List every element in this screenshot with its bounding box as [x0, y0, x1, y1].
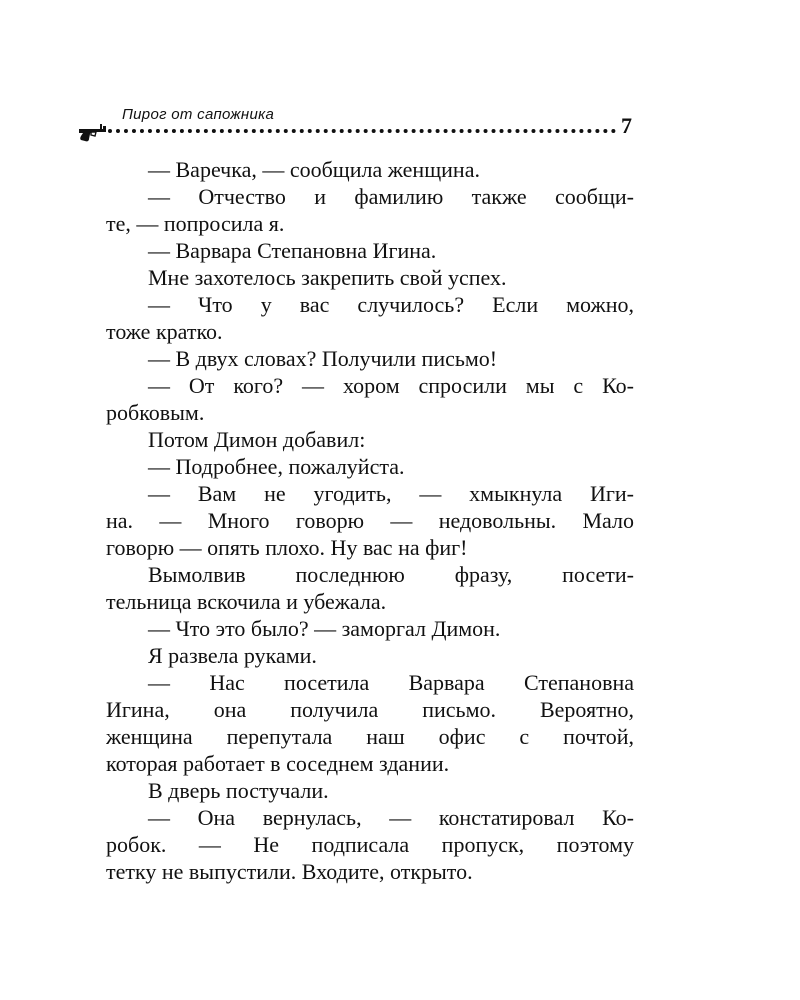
- page-header: [78, 104, 638, 144]
- text-line: — Она вернулась, — констатировал Ко-: [148, 805, 634, 830]
- text-line: говорю — опять плохо. Ну вас на фиг!: [106, 535, 468, 560]
- text-line: тоже кратко.: [106, 319, 223, 344]
- text-line: — Что у вас случилось? Если можно,: [148, 292, 634, 317]
- text-line: В дверь постучали.: [148, 778, 329, 803]
- page-number: 7: [621, 113, 632, 138]
- text-line: — В двух словах? Получили письмо!: [148, 346, 498, 371]
- text-line: на. — Много говорю — недовольны. Мало: [106, 508, 634, 533]
- pistol-icon: [78, 120, 108, 142]
- text-line: Потом Димон добавил:: [148, 427, 366, 452]
- text-line: робковым.: [106, 400, 205, 425]
- text-line: Я развела руками.: [148, 643, 317, 668]
- text-line: — Отчество и фамилию также сообщи-: [148, 184, 634, 209]
- text-line: те, — попросила я.: [106, 211, 285, 236]
- body-text: [106, 156, 634, 885]
- text-line: — Что это было? — заморгал Димон.: [148, 616, 501, 641]
- text-line: — Нас посетила Варвара Степановна: [148, 670, 634, 695]
- text-line: женщина перепутала наш офис с почтой,: [106, 724, 634, 749]
- text-line: тельница вскочила и убежала.: [106, 589, 387, 614]
- text-line: — Подробнее, пожалуйста.: [148, 454, 405, 479]
- text-line: тетку не выпустили. Входите, открыто.: [106, 859, 473, 884]
- text-line: — Варвара Степановна Игина.: [148, 238, 437, 263]
- text-line: Вымолвив последнюю фразу, посети-: [148, 562, 634, 587]
- text-line: — Вам не угодить, — хмыкнула Иги-: [148, 481, 634, 506]
- text-line: — Варечка, — сообщила женщина.: [148, 157, 480, 182]
- dot-leader: [108, 129, 616, 133]
- text-line: которая работает в соседнем здании.: [106, 751, 450, 776]
- text-line: — От кого? — хором спросили мы с Ко-: [148, 373, 634, 398]
- text-line: Игина, она получила письмо. Вероятно,: [106, 697, 634, 722]
- text-line: Мне захотелось закрепить свой успех.: [148, 265, 507, 290]
- running-title: Пирог от сапожника: [122, 106, 275, 123]
- text-line: робок. — Не подписала пропуск, поэтому: [106, 832, 634, 857]
